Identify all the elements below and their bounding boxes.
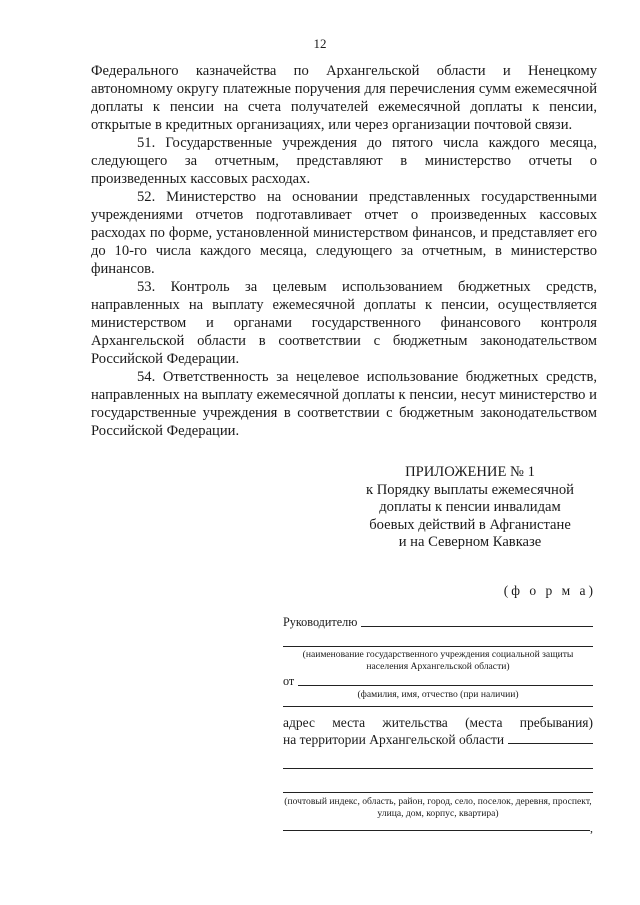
final-row (283, 818, 593, 834)
recipient-field[interactable] (361, 614, 593, 627)
postal-caption: (почтовый индекс, область, район, город, село, поселок, деревня, проспект, улица, дом, корпус, квартира) (284, 796, 592, 819)
appendix-line-4: и на Северном Кавказе (398, 534, 542, 551)
form-institution (283, 646, 593, 673)
form-from (283, 673, 593, 701)
document-body (91, 62, 597, 440)
address-row (283, 731, 593, 748)
recipient-row (283, 614, 593, 630)
recipient-label: Руководителю (283, 615, 358, 629)
address-extra-line-1[interactable] (283, 768, 593, 769)
appendix-line-2: доплаты к пенсии инвалидам (379, 499, 561, 516)
address-label-line-2: на территории Архангельской области (283, 732, 505, 747)
appendix-line-3: боевых действий в Афганистане (369, 516, 571, 533)
from-field[interactable] (298, 673, 593, 686)
institution-caption: (наименование государственного учреждения социальной защиты населения Архангельской области) (302, 649, 574, 672)
form-address (283, 714, 593, 748)
fio-caption: (фамилия, имя, отчество (при наличии) (357, 689, 519, 700)
form-address-line-2 (283, 768, 593, 769)
paragraph-54: 54. Ответственность за нецелевое использование бюджетных средств, направленных на выплату ежемесячной доплаты к пенсии, несут министерство и государственные учреждения в соответствии с бюджетным законодательством Российской Федерации. (91, 369, 597, 439)
paragraph-53: 53. Контроль за целевым использованием бюджетных средств, направленных на выплату ежемесячной доплаты к пенсии, осуществляется министерством и органами государственного финансового контроля Архангельской области в соответствии с бюджетным законодательством Российской Федерации. (91, 279, 597, 367)
postal-field-line[interactable] (283, 792, 593, 793)
form-extra-line (283, 706, 593, 707)
from-label: от (283, 674, 295, 688)
end-mark: , (590, 821, 593, 835)
form-postal (283, 792, 593, 820)
form-label: (ф о р м а) (503, 583, 596, 598)
form-recipient (283, 614, 593, 630)
from-row (283, 673, 593, 689)
address-extra-line-2[interactable] (283, 818, 590, 831)
address-field[interactable] (508, 731, 593, 744)
appendix-line-1: к Порядку выплаты ежемесячной (366, 481, 574, 498)
address-label-line-1: адрес места жительства (места пребывания) (283, 715, 593, 730)
appendix-header (340, 464, 600, 552)
fio-extra-line[interactable] (283, 706, 593, 707)
paragraph-51: 51. Государственные учреждения до пятого числа каждого месяца, следующего за отчетным, представляют в министерство отчеты о произведенных кассовых расходах. (91, 135, 597, 187)
appendix-title: ПРИЛОЖЕНИЕ № 1 (405, 464, 535, 480)
paragraph-52: 52. Министерство на основании представленных государственными учреждениями отчетов подготавливает отчет о произведенных кассовых расходах по форме, установленной министерством финансов, и представляет его до 10-го числа каждого месяца, следующего за отчетным, в министерство финансов. (91, 189, 597, 277)
institution-field-line[interactable] (283, 646, 593, 647)
paragraph-continued: Федерального казначейства по Архангельской области и Ненецкому автономному округу платежные поручения для перечисления сумм ежемесячной доплаты к пенсии на счета получателей ежемесячной доплаты к пенсии, открытые в кредитных организациях, или через организации почтовой связи. (91, 63, 597, 133)
page-number: 12 (313, 36, 327, 51)
form-final-line (283, 818, 593, 834)
